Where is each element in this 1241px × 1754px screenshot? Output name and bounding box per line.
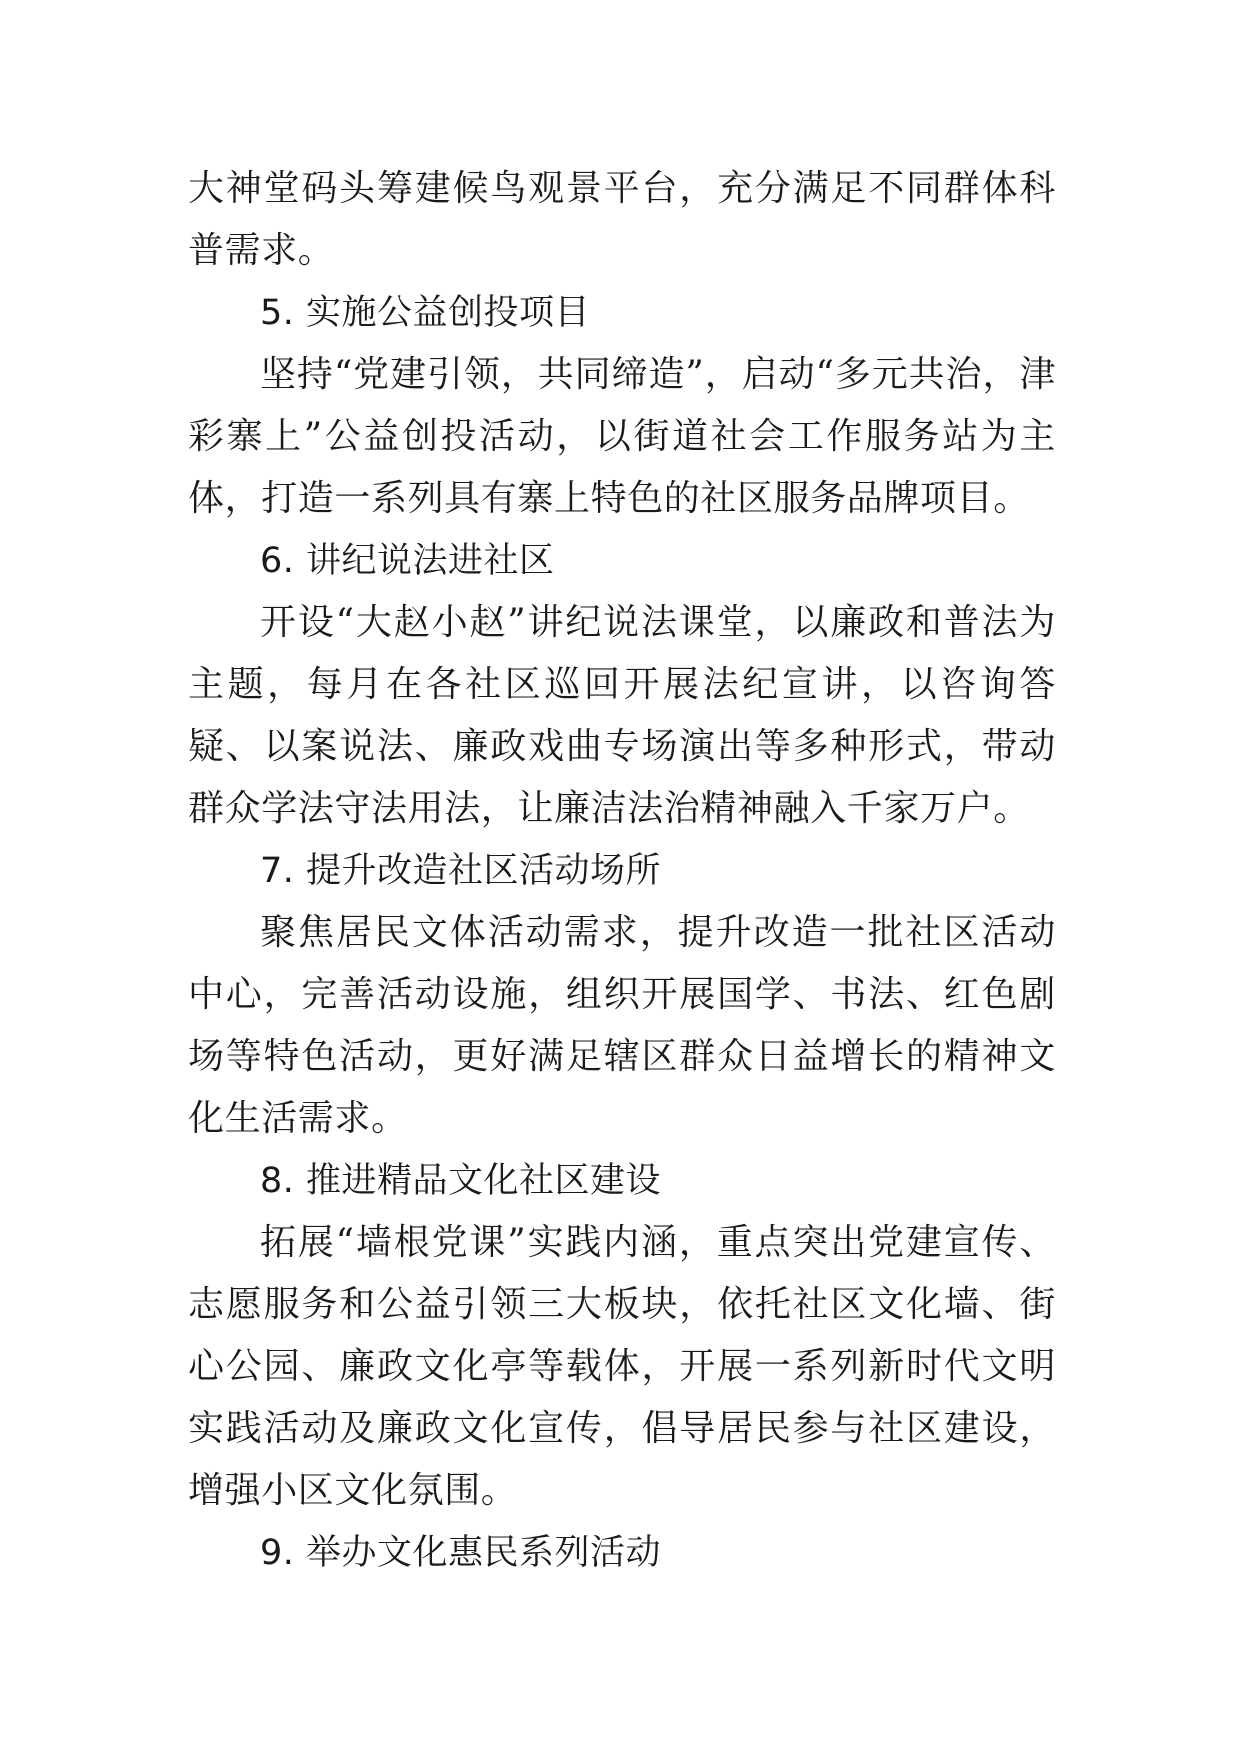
section-heading-6: 6. 讲纪说法进社区	[260, 541, 555, 581]
paragraph-5: 坚持“党建引领，共同缔造”，启动“多元共治，津彩寨上”公益创投活动，以街道社会工作服务站为主体，打造一系列具有寨上特色的社区服务品牌项目。	[188, 354, 1056, 519]
paragraph-7: 聚焦居民文体活动需求，提升改造一批社区活动中心，完善活动设施，组织开展国学、书法、红色剧场等特色活动，更好满足辖区群众日益增长的精神文化生活需求。	[188, 912, 1056, 1139]
section-heading-9: 9. 举办文化惠民系列活动	[260, 1533, 662, 1573]
document-page	[188, 158, 1056, 1584]
section-heading-8: 8. 推进精品文化社区建设	[260, 1161, 662, 1201]
section-heading-5: 5. 实施公益创投项目	[260, 293, 591, 333]
section-heading-7: 7. 提升改造社区活动场所	[260, 851, 662, 891]
paragraph-continued: 大神堂码头筹建候鸟观景平台，充分满足不同群体科普需求。	[188, 168, 1056, 271]
paragraph-6: 开设“大赵小赵”讲纪说法课堂，以廉政和普法为主题，每月在各社区巡回开展法纪宣讲，以咨询答疑、以案说法、廉政戏曲专场演出等多种形式，带动群众学法守法用法，让廉洁法治精神融入千家万户。	[188, 602, 1056, 829]
paragraph-8: 拓展“墙根党课”实践内涵，重点突出党建宣传、志愿服务和公益引领三大板块，依托社区文化墙、街心公园、廉政文化亭等载体，开展一系列新时代文明实践活动及廉政文化宣传，倡导居民参与社区建设，增强小区文化氛围。	[188, 1222, 1056, 1511]
